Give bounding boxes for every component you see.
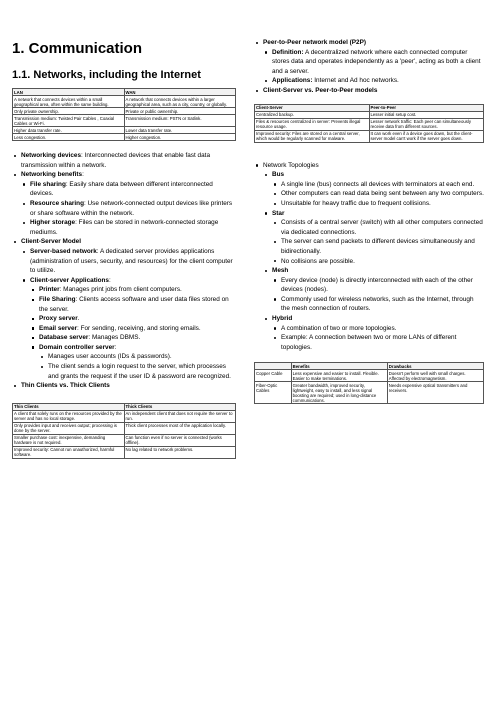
table-cell: Fiber-Optic Cables	[255, 382, 292, 404]
list-item: Manages user accounts (IDs & passwords).	[48, 352, 236, 362]
table-cell: An independent client that does not require the server to run.	[124, 410, 236, 422]
table-row	[13, 422, 236, 434]
list-item: Server-based network: A dedicated server provides applications (administration of users, security, and resources) for the client computer to utilize.	[30, 247, 236, 276]
list-item: Applications: Internet and Ad hoc networks.	[272, 76, 484, 86]
topologies-list	[254, 161, 484, 353]
table-row	[13, 115, 236, 127]
list-item: A single line (bus) connects all devices with terminators at each end.	[281, 180, 484, 190]
list-item: Hybrid A combination of two or more topologies. Example: A connection between two or more LANs of different topologies.	[272, 314, 484, 352]
cable-table	[254, 362, 484, 404]
client-server-p2p-table	[254, 104, 484, 143]
table-row	[255, 382, 484, 404]
table-cell: Doesn't perform well with small charges. Affected by electromagnetism.	[387, 370, 483, 382]
table-row	[255, 130, 484, 142]
table-header	[255, 363, 292, 370]
page-title: 1. Communication	[12, 40, 143, 57]
table-row	[13, 96, 236, 108]
list-item: Other computers can read data being sent between any two computers.	[281, 190, 484, 198]
table-cell: Higher data transfer rate.	[13, 127, 125, 134]
list-item: Proxy server.	[39, 314, 236, 324]
list-item: File Sharing: Clients access software and user data files stored on the server.	[39, 295, 236, 314]
list-item: A combination of two or more topologies.	[281, 324, 484, 334]
list-item: Network Topologies Bus A single line (bus) connects all devices with terminators at each end. Other computers can read data being sent between any two computers. Unsuitable for heavy traffic due to frequent collisions. Star Consists of a central server (switch) with all other computers connected via dedicated connections. The server can send packets to different devices simultaneously and bidirectionally. No collisions are possible. Mesh Every device (node) is directly interconnected with each of the other devices (nodes). Commonly used for wireless networks, such as the Internet, through the mesh connection of routers. Hybrid A combination of two or more topologies. Example: A connection between two or more LANs of different topologies.	[263, 161, 484, 351]
table-row	[255, 118, 484, 130]
list-item: Every device (node) is directly interconnected with each of the other devices (nodes).	[281, 276, 484, 295]
table-cell: Needs expensive optical transmitters and receivers.	[387, 382, 483, 404]
list-item: Definition: A decentralized network where each connected computer stores data and operates independently as a 'peer', acting as both a client and a server.	[272, 48, 484, 77]
table-cell: Can function even if no server is connected (works offline).	[124, 434, 236, 446]
networking-list	[12, 151, 236, 391]
table-cell: It can work even if a device goes down, but the client-server model can't work if the server goes down.	[369, 130, 484, 142]
table-cell: A network that connects devices within a larger geographical area, such as a city, country, or globally.	[124, 96, 236, 108]
table-cell: Greater bandwidth, improved security, lightweight, easy to install, and less signal boosting are required; used in long-distance communications.	[291, 382, 387, 404]
table-cell: Files & resources centralized in server: Prevents illegal resource usage.	[255, 118, 370, 130]
table-cell: Private or public ownership.	[124, 108, 236, 115]
list-item: Star Consists of a central server (switch) with all other computers connected via dedicated connections. The server can send packets to different devices simultaneously and bidirectionally. No collisions are possible.	[272, 209, 483, 265]
p2p-list	[254, 38, 484, 96]
table-row	[13, 134, 236, 141]
table-cell: No lag related to network problems.	[124, 446, 236, 458]
lan-wan-table	[12, 88, 236, 141]
list-item: Example: A connection between two or more LANs of different topologies.	[281, 333, 484, 352]
table-row	[13, 108, 236, 115]
table-row	[13, 434, 236, 446]
list-item: File sharing: Easily share data between different interconnected devices.	[30, 180, 236, 199]
table-row	[255, 111, 484, 118]
table-cell: Only private ownership.	[13, 108, 125, 115]
table-header: Peer-to-Peer	[369, 104, 484, 111]
table-cell: Only provides input and receives output; processing is done by the server.	[13, 422, 125, 434]
list-item: Peer-to-Peer network model (P2P) Definition: A decentralized network where each connected computer stores data and operates independently as a 'peer', acting as both a client and a server. Applications: Internet and Ad hoc networks.	[263, 38, 484, 86]
left-column	[12, 0, 236, 459]
list-item: The client sends a login request to the server, which processes and grants the request if the user ID & password are recognized.	[48, 362, 236, 381]
table-row	[255, 370, 484, 382]
table-cell: Centralized backup.	[255, 111, 370, 118]
table-header: Benefits	[291, 363, 387, 370]
list-item: No collisions are possible.	[281, 257, 484, 267]
table-row	[13, 446, 236, 458]
table-cell: Improved security: Cannot run unauthorized, harmful software.	[13, 446, 125, 458]
list-item: Thin Clients vs. Thick Clients	[21, 381, 236, 391]
table-cell: A client that solely runs on the resources provided by the server and has no local storage.	[13, 410, 125, 422]
table-cell: Less expensive and easier to install. Flexible. Easier to make terminations.	[291, 370, 387, 382]
table-header: Drawbacks	[387, 363, 483, 370]
table-header: Thick Clients	[124, 403, 236, 410]
list-item: Bus A single line (bus) connects all devices with terminators at each end. Other computers can read data being sent between any two computers. Unsuitable for heavy traffic due to frequent collisions.	[272, 171, 484, 207]
list-item: Client-server Applications: Printer: Manages print jobs from client computers. File Sharing: Clients access software and user data files stored on the server. Proxy server. Email server: For sending, receiving, and storing emails. Database server: Manages DBMS. Domain controller server: Manages user accounts (IDs & passwords). The client sends a login request to the server, which processes and grants the request if the user ID & password are recognized.	[30, 276, 236, 382]
table-cell: Transmission medium: Twisted Pair Cables , Coaxial Cables or Wi-Fi.	[13, 115, 125, 127]
list-item: Resource sharing: Use network-connected output devices like printers or share software within the network.	[30, 199, 236, 218]
table-row	[13, 127, 236, 134]
table-cell: Higher congestion.	[124, 134, 236, 141]
list-item: The server can send packets to different devices simultaneously and bidirectionally.	[281, 237, 484, 256]
table-cell: A network that connects devices within a small geographical area, often within the same building.	[13, 96, 125, 108]
list-item: Commonly used for wireless networks, such as the Internet, through the mesh connection of routers.	[281, 295, 484, 314]
list-item: Networking benefits: File sharing: Easily share data between different interconnected devices. Resource sharing: Use network-connected output devices like printers or share software within the network. Higher storage: Files can be stored in network-connected storage mediums.	[21, 170, 236, 237]
table-cell: Lesser network traffic: Each peer can simultaneously receive data from different sources.	[369, 118, 484, 130]
list-item: Printer: Manages print jobs from client computers.	[39, 285, 236, 295]
table-header: Client-Server	[255, 104, 370, 111]
list-item: Networking devices: Interconnected devices that enable fast data transmission within a network.	[21, 151, 236, 170]
list-item: Consists of a central server (switch) with all other computers connected via dedicated connections.	[281, 219, 483, 236]
table-cell: Less congestion.	[13, 134, 125, 141]
list-item: Database server: Manages DBMS.	[39, 333, 236, 343]
table-cell: Copper Cable	[255, 370, 292, 382]
list-item: Client-Server vs. Peer-to-Peer models	[263, 86, 484, 96]
list-item: Domain controller server: Manages user accounts (IDs & passwords). The client sends a login request to the server, which processes and grants the request if the user ID & password are recognized.	[39, 343, 236, 381]
list-item: Unsuitable for heavy traffic due to frequent collisions.	[281, 199, 484, 209]
table-cell: Improved security: Files are stored on a central server, which would be regularly scanned for malware.	[255, 130, 370, 142]
table-row	[13, 410, 236, 422]
table-header: LAN	[13, 89, 125, 96]
section-title: 1.1. Networks, including the Internet	[12, 69, 201, 81]
list-item: Mesh Every device (node) is directly interconnected with each of the other devices (nodes). Commonly used for wireless networks, such as the Internet, through the mesh connection of routers.	[272, 266, 484, 314]
table-cell: Lower data transfer rate.	[124, 127, 236, 134]
list-item: Client-Server Model Server-based network: A dedicated server provides applications (administration of users, security, and resources) for the client computer to utilize. Client-server Applications: Printer: Manages print jobs from client computers. File Sharing: Clients access software and user data files stored on the server. Proxy server. Email server: For sending, receiving, and storing emails. Database server: Manages DBMS. Domain controller server: Manages user accounts (IDs & passwords). The client sends a login request to the server, which processes and grants the request if the user ID & password are recognized.	[21, 237, 236, 381]
table-header: Thin Clients	[13, 403, 125, 410]
right-column	[254, 0, 484, 404]
thin-thick-table	[12, 403, 236, 459]
table-cell: Thick client processes most of the application locally.	[124, 422, 236, 434]
table-cell: Transmission medium: PSTN or Satlink.	[124, 115, 236, 127]
list-item: Higher storage: Files can be stored in network-connected storage mediums.	[30, 218, 236, 237]
table-cell: Smaller purchase cost: inexpensive, demanding hardware is not required.	[13, 434, 125, 446]
table-cell: Lesser initial setup cost.	[369, 111, 484, 118]
table-header: WAN	[124, 89, 236, 96]
list-item: Email server: For sending, receiving, and storing emails.	[39, 324, 236, 334]
